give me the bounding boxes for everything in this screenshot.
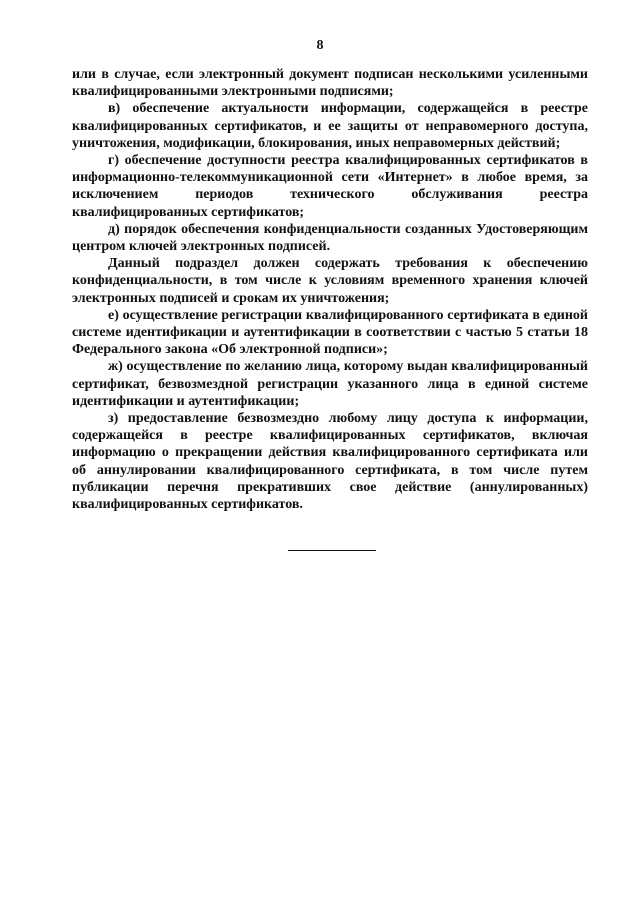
paragraph-item-d: д) порядок обеспечения конфиденциальности созданных Удостоверяющим центром ключей электронных подписей. <box>72 221 588 255</box>
paragraph-item-v: в) обеспечение актуальности информации, содержащейся в реестре квалифицированных сертификатов, и ее защиты от неправомерного доступа, уничтожения, модификации, блокирования, иных неправомерных действий; <box>72 101 588 151</box>
paragraph-continuation: или в случае, если электронный документ подписан несколькими усиленными квалифицированными электронными подписями; <box>72 67 588 100</box>
paragraph-item-e: е) осуществление регистрации квалифицированного сертификата в единой системе идентификации и аутентификации в соответствии с частью 5 статьи 18 Федерального закона «Об электронной подписи»; <box>72 307 588 358</box>
end-divider-line <box>288 550 376 551</box>
page-number: 8 <box>316 38 324 53</box>
document-body <box>72 66 588 513</box>
paragraph-subsection-requirements: Данный подраздел должен содержать требования к обеспечению конфиденциальности, в том числе к условиям временного хранения ключей электронных подписей и срокам их уничтожения; <box>72 256 588 306</box>
paragraph-item-g: г) обеспечение доступности реестра квалифицированных сертификатов в информационно-телекоммуникационной сети «Интернет» в любое время, за исключением периодов технического обслуживания реестра квалифицированных сертификатов; <box>72 153 588 220</box>
paragraph-item-z: з) предоставление безвозмездно любому лицу доступа к информации, содержащейся в реестре квалифицированных сертификатов, включая информацию о прекращении действия квалифицированного сертификата или об аннулировании квалифицированного сертификата, в том числе путем публикации перечня прекративших свое действие (аннулированных) квалифицированных сертификатов. <box>72 411 588 513</box>
paragraph-item-zh: ж) осуществление по желанию лица, которому выдан квалифицированный сертификат, безвозмездной регистрации указанного лица в единой системе идентификации и аутентификации; <box>72 359 588 409</box>
